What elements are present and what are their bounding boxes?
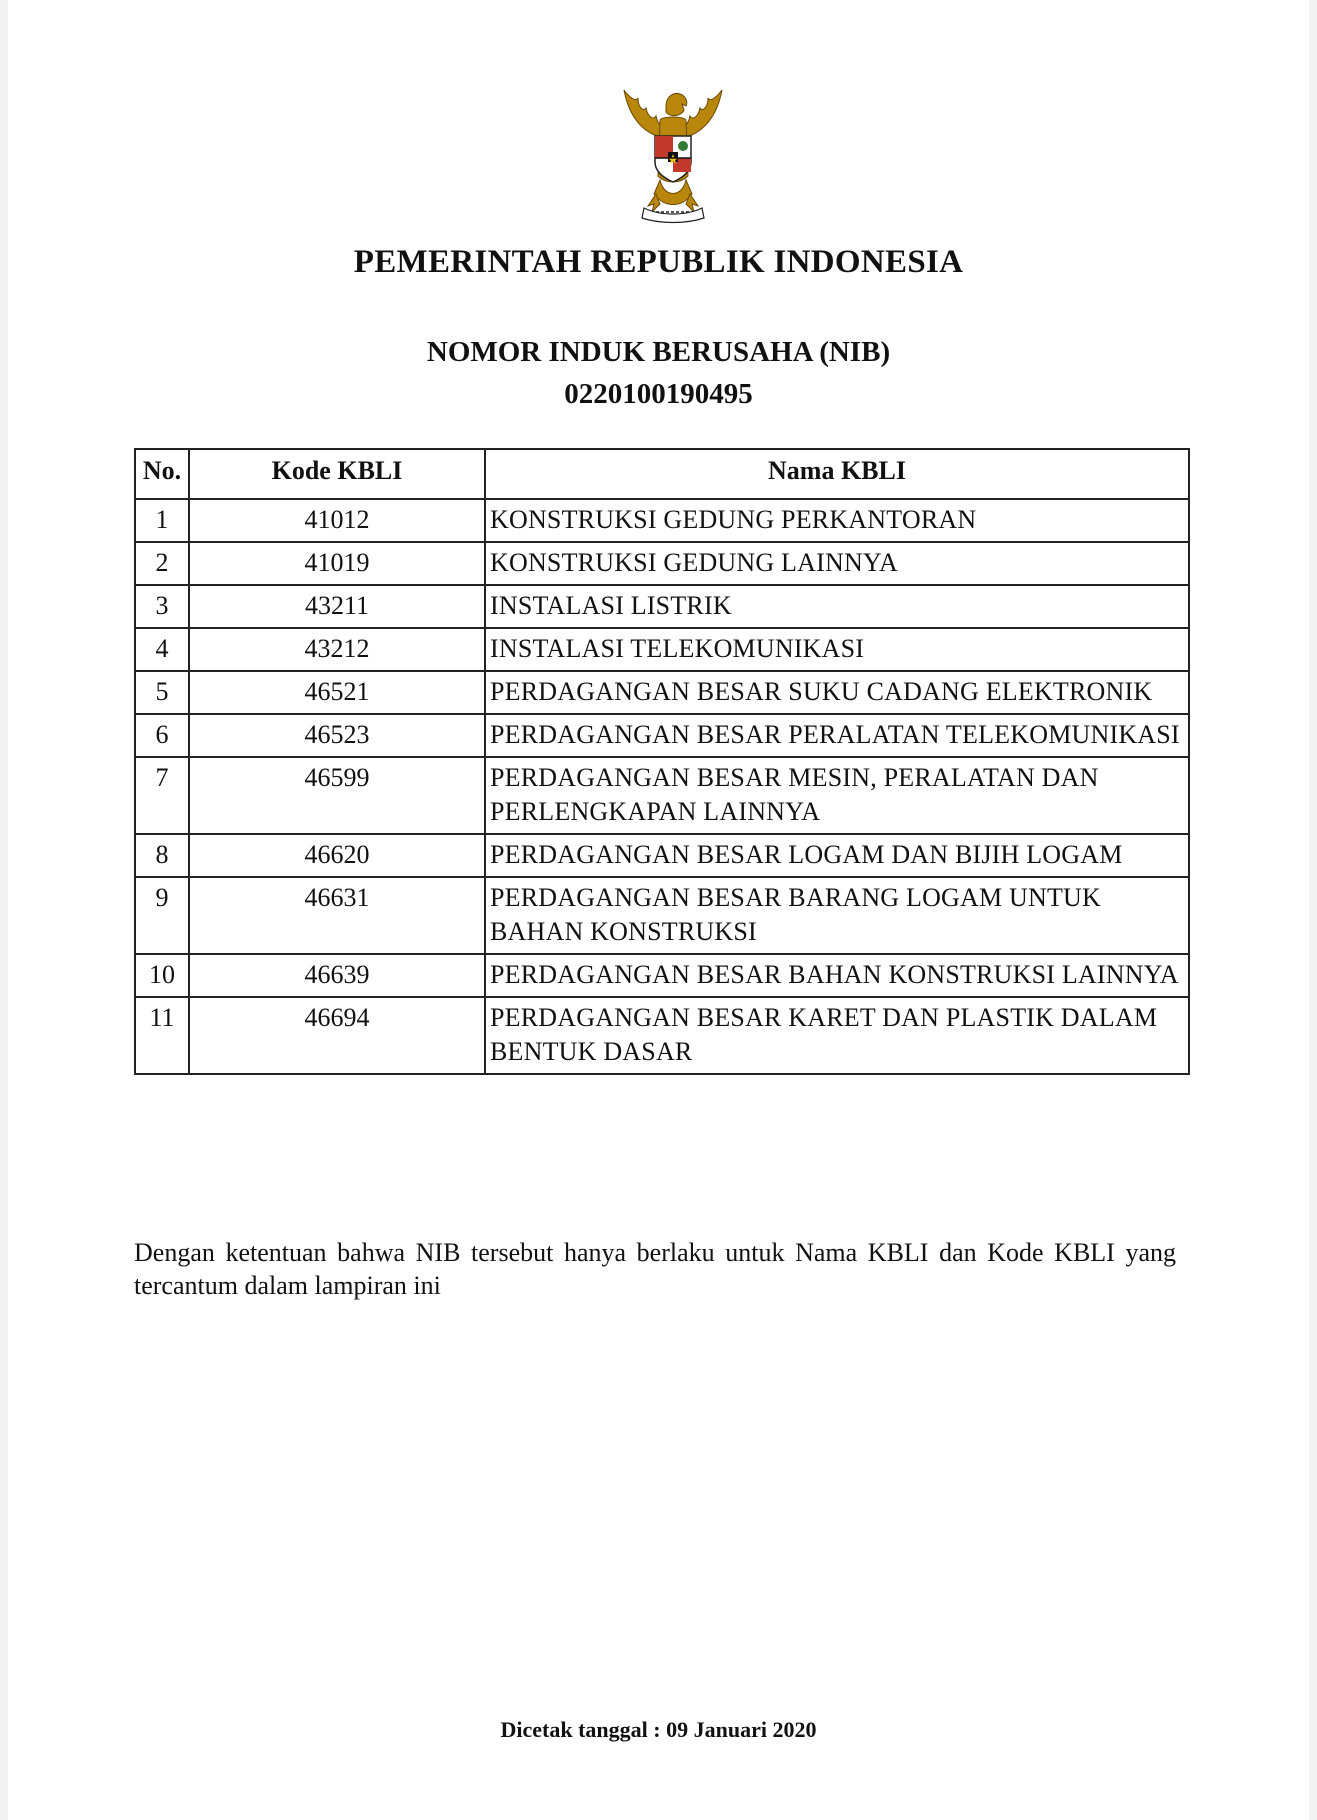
- table-row: [135, 499, 1189, 542]
- table-row: [135, 877, 1189, 954]
- table-row: [135, 834, 1189, 877]
- kode-kbli: 41019: [189, 542, 485, 585]
- nama-kbli: PERDAGANGAN BESAR BARANG LOGAM UNTUK BAHAN KONSTRUKSI: [485, 877, 1189, 954]
- kode-kbli: 46523: [189, 714, 485, 757]
- kode-kbli: 46639: [189, 954, 485, 997]
- row-number: 9: [135, 877, 189, 954]
- nama-kbli: KONSTRUKSI GEDUNG PERKANTORAN: [485, 499, 1189, 542]
- table-row: [135, 714, 1189, 757]
- table-row: [135, 628, 1189, 671]
- row-number: 1: [135, 499, 189, 542]
- nama-kbli: PERDAGANGAN BESAR SUKU CADANG ELEKTRONIK: [485, 671, 1189, 714]
- row-number: 10: [135, 954, 189, 997]
- row-number: 2: [135, 542, 189, 585]
- nama-kbli: PERDAGANGAN BESAR BAHAN KONSTRUKSI LAINNYA: [485, 954, 1189, 997]
- row-number: 6: [135, 714, 189, 757]
- table-row: [135, 585, 1189, 628]
- row-number: 8: [135, 834, 189, 877]
- nama-kbli: PERDAGANGAN BESAR KARET DAN PLASTIK DALAM BENTUK DASAR: [485, 997, 1189, 1074]
- garuda-emblem-icon: [608, 76, 738, 224]
- row-number: 4: [135, 628, 189, 671]
- header-nama-kbli: Nama KBLI: [485, 449, 1189, 499]
- nib-number: 0220100190495: [564, 378, 753, 410]
- table-row: [135, 671, 1189, 714]
- table-row: [135, 542, 1189, 585]
- nib-title: NOMOR INDUK BERUSAHA (NIB): [426, 336, 891, 368]
- kbli-table: [134, 448, 1190, 1075]
- table-row: [135, 954, 1189, 997]
- validity-note: Dengan ketentuan bahwa NIB tersebut hanya berlaku untuk Nama KBLI dan Kode KBLI yang tercantum dalam lampiran ini: [134, 1238, 1176, 1300]
- nama-kbli: INSTALASI LISTRIK: [485, 585, 1189, 628]
- header-kode-kbli: Kode KBLI: [189, 449, 485, 499]
- kode-kbli: 46694: [189, 997, 485, 1074]
- kode-kbli: 46620: [189, 834, 485, 877]
- nama-kbli: PERDAGANGAN BESAR MESIN, PERALATAN DAN PERLENGKAPAN LAINNYA: [485, 757, 1189, 834]
- kode-kbli: 46631: [189, 877, 485, 954]
- kode-kbli: 43212: [189, 628, 485, 671]
- row-number: 5: [135, 671, 189, 714]
- row-number: 3: [135, 585, 189, 628]
- table-row: [135, 757, 1189, 834]
- kode-kbli: 46599: [189, 757, 485, 834]
- nama-kbli: PERDAGANGAN BESAR PERALATAN TELEKOMUNIKASI: [485, 714, 1189, 757]
- nama-kbli: PERDAGANGAN BESAR LOGAM DAN BIJIH LOGAM: [485, 834, 1189, 877]
- printed-date: Dicetak tanggal : 09 Januari 2020: [500, 1717, 817, 1742]
- row-number: 11: [135, 997, 189, 1074]
- nama-kbli: INSTALASI TELEKOMUNIKASI: [485, 628, 1189, 671]
- kode-kbli: 43211: [189, 585, 485, 628]
- nama-kbli: KONSTRUKSI GEDUNG LAINNYA: [485, 542, 1189, 585]
- table-header-row: [135, 449, 1189, 499]
- government-title: PEMERINTAH REPUBLIK INDONESIA: [353, 244, 964, 280]
- table-row: [135, 997, 1189, 1074]
- kode-kbli: 46521: [189, 671, 485, 714]
- kode-kbli: 41012: [189, 499, 485, 542]
- header-no: No.: [135, 449, 189, 499]
- row-number: 7: [135, 757, 189, 834]
